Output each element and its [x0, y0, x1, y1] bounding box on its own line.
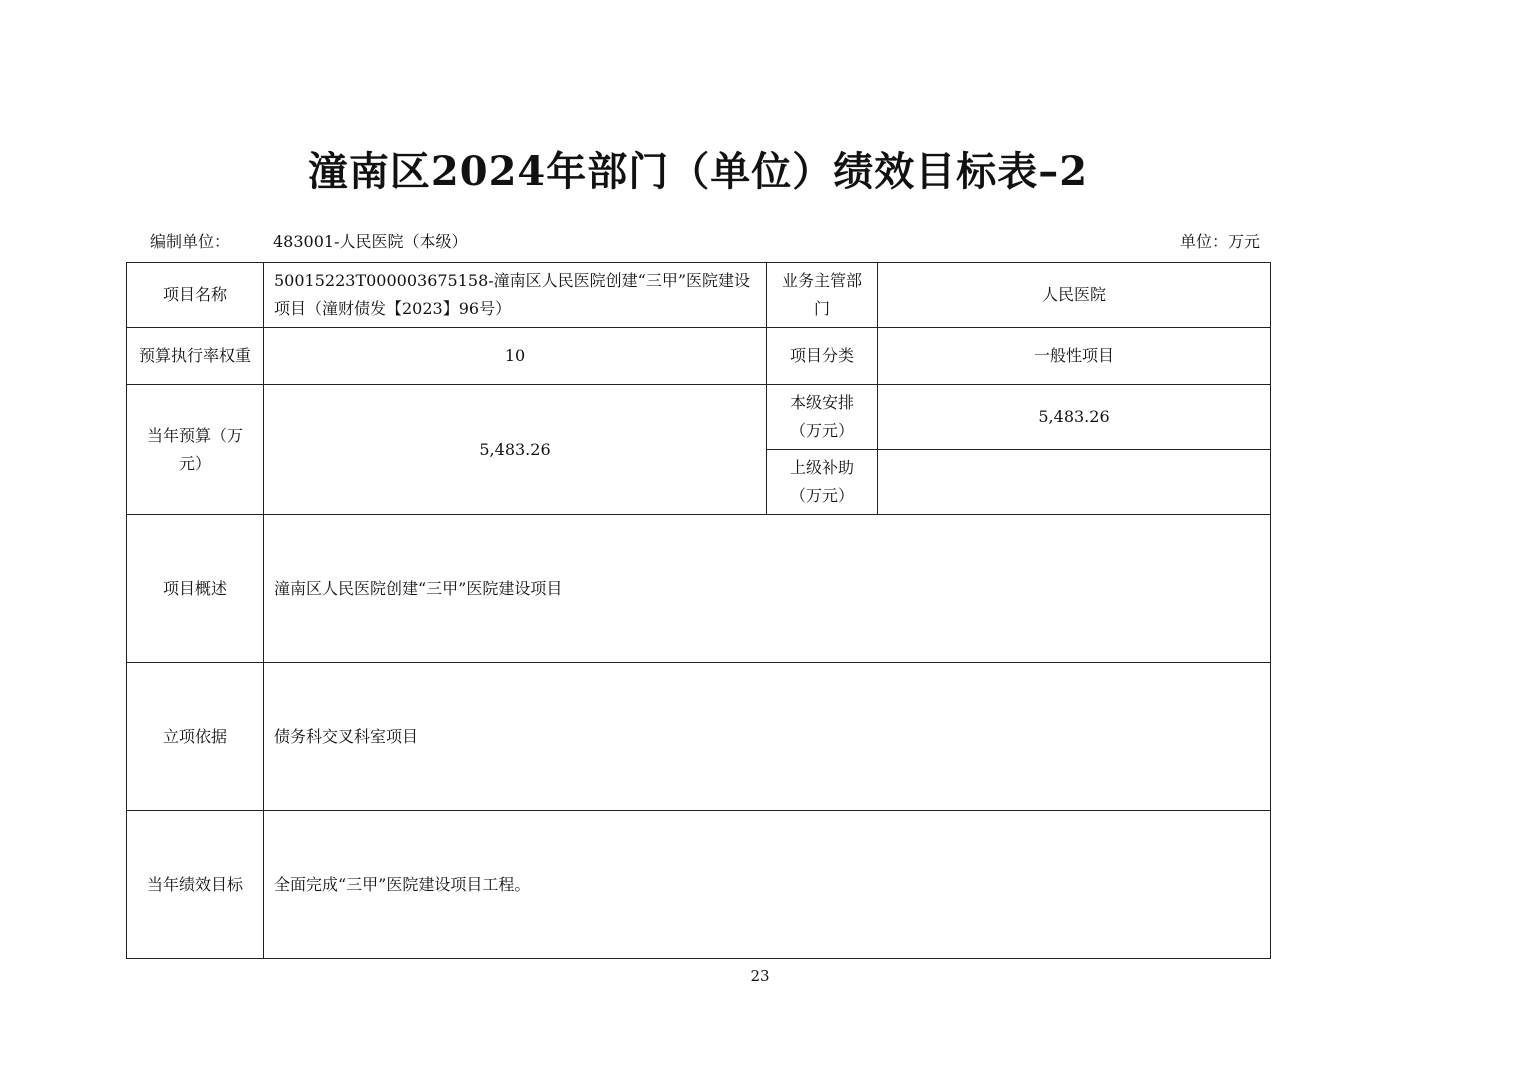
budget-label: 当年预算（万元） — [127, 385, 264, 515]
basis-label: 立项依据 — [127, 663, 264, 811]
weight-value: 10 — [264, 328, 767, 385]
project-name-value: 50015223T000003675158-潼南区人民医院创建“三甲”医院建设项目（潼财债发【2023】96号） — [264, 263, 767, 328]
weight-label: 预算执行率权重 — [127, 328, 264, 385]
local-value: 5,483.26 — [878, 385, 1271, 450]
table-row — [127, 663, 1271, 811]
project-name-label: 项目名称 — [127, 263, 264, 328]
goal-label: 当年绩效目标 — [127, 811, 264, 959]
subsidy-label: 上级补助（万元） — [767, 450, 878, 515]
category-value: 一般性项目 — [878, 328, 1271, 385]
overview-value: 潼南区人民医院创建“三甲”医院建设项目 — [264, 515, 1271, 663]
subsidy-value — [878, 450, 1271, 515]
goal-value: 全面完成“三甲”医院建设项目工程。 — [264, 811, 1271, 959]
table-row — [127, 263, 1271, 328]
category-label: 项目分类 — [767, 328, 878, 385]
table-row — [127, 385, 1271, 450]
unit-value: 483001-人民医院（本级） — [273, 232, 468, 251]
table-row — [127, 515, 1271, 663]
basis-value: 债务科交叉科室项目 — [264, 663, 1271, 811]
dept-label: 业务主管部门 — [767, 263, 878, 328]
dept-value: 人民医院 — [878, 263, 1271, 328]
table-row — [127, 328, 1271, 385]
page-number: 23 — [750, 967, 770, 985]
unit-label: 编制单位： — [150, 232, 231, 251]
budget-value: 5,483.26 — [264, 385, 767, 515]
table-row — [127, 811, 1271, 959]
overview-label: 项目概述 — [127, 515, 264, 663]
local-label: 本级安排（万元） — [767, 385, 878, 450]
page-title: 潼南区2024年部门（单位）绩效目标表–2 — [307, 148, 1089, 195]
currency-unit: 单位：万元 — [1179, 232, 1260, 251]
performance-table — [126, 262, 1271, 959]
